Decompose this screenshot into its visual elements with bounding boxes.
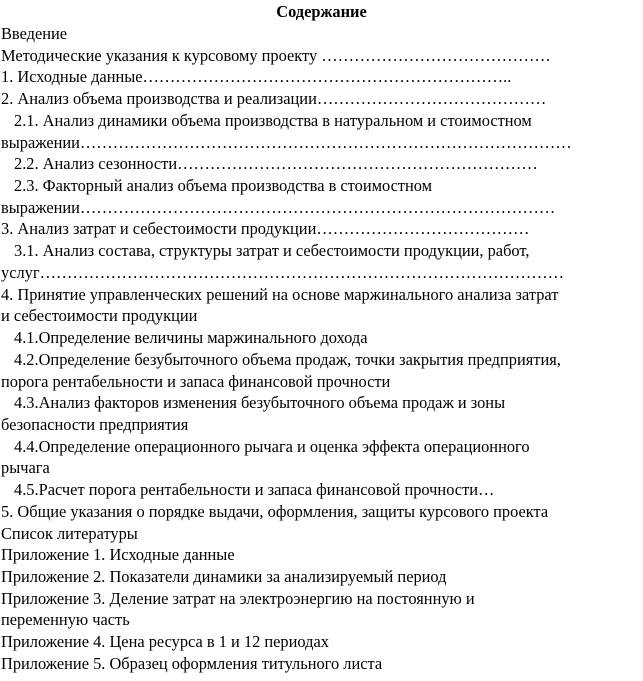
toc-line: 2. Анализ объема производства и реализации…………………………………… (1, 89, 547, 109)
toc-line: 2.1. Анализ динамики объема производства в натуральном и стоимостном (14, 110, 532, 130)
toc-line: Приложение 2. Показатели динамики за анализируемый период (1, 566, 447, 586)
toc-line: Приложение 3. Деление затрат на электроэнергию на постоянную и (1, 588, 475, 608)
toc-line: выражении…………………………………………………………………………… (1, 197, 556, 217)
toc-line: переменную часть (1, 610, 130, 630)
toc-line: Список литературы (1, 523, 138, 543)
toc-line: Приложение 5. Образец оформления титульного листа (1, 653, 383, 673)
toc-line: 2.2. Анализ сезонности………………………………………………………… (14, 154, 538, 174)
toc-line: 5. Общие указания о порядке выдачи, оформления, защиты курсового проекта (1, 501, 549, 521)
toc-lines (0, 23, 643, 675)
toc-line: 4.4.Определение операционного рычага и оценка эффекта операционного (14, 436, 530, 456)
toc-line: выражении……………………………………………………………………………… (1, 132, 572, 152)
toc-line: 2.3. Факторный анализ объема производства в стоимостном (14, 176, 433, 196)
page-title: Содержание (276, 2, 367, 21)
toc-line: и себестоимости продукции (1, 306, 198, 326)
toc-line: 4.5.Расчет порога рентабельности и запаса финансовой прочности… (14, 480, 495, 500)
toc-line: безопасности предприятия (1, 414, 189, 434)
toc-line: порога рентабельности и запаса финансовой прочности (1, 371, 391, 391)
toc-line: 3. Анализ затрат и себестоимости продукции………………………………… (1, 219, 530, 239)
toc-line: Приложение 1. Исходные данные (1, 545, 235, 565)
toc-line: 4.2.Определение безубыточного объема продаж, точки закрытия предприятия, (14, 349, 561, 369)
toc-line: 4. Принятие управленческих решений на основе маржинального анализа затрат (1, 284, 559, 304)
toc-line: рычага (1, 458, 50, 478)
toc-line: Приложение 4. Цена ресурса в 1 и 12 периодах (1, 632, 329, 652)
toc-line: 4.3.Анализ факторов изменения безубыточного объема продаж и зоны (14, 393, 506, 413)
toc-line: 4.1.Определение величины маржинального дохода (14, 328, 368, 348)
toc-line: Методические указания к курсовому проекту …………………………………… (1, 45, 551, 65)
toc-line: услуг…………………………………………………………………………………… (1, 262, 565, 282)
toc-line: Введение (1, 24, 68, 43)
toc-line: 3.1. Анализ состава, структуры затрат и себестоимости продукции, работ, (14, 241, 530, 261)
toc-line: 1. Исходные данные………………………………………………………….. (1, 67, 512, 87)
